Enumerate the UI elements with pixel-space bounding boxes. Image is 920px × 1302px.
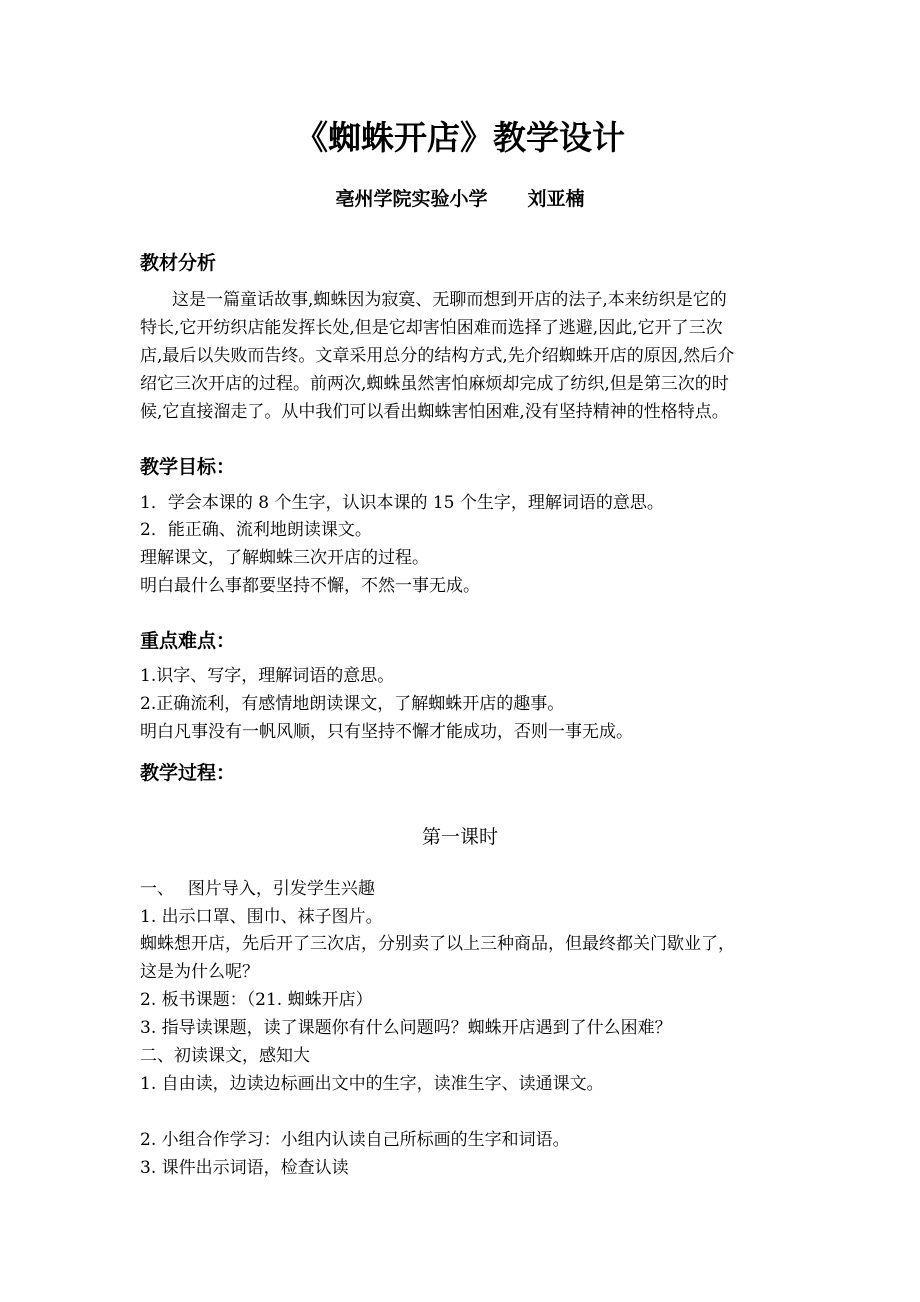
process-line: 一、 图片导入，引发学生兴趣 <box>140 879 375 899</box>
analysis-line: 店,最后以失败而告终。文章采用总分的结构方式,先介绍蜘蛛开店的原因,然后介 <box>140 346 735 366</box>
goals-heading: 教学目标： <box>140 456 236 478</box>
goals-line: 1．学会本课的 8 个生字，认识本课的 15 个生字，理解词语的意思。 <box>140 493 664 513</box>
process-heading: 教学过程： <box>140 762 236 784</box>
goals-line: 理解课文，了解蜘蛛三次开店的过程。 <box>140 548 429 568</box>
page-title: 《蜘蛛开店》教学设计 <box>295 118 625 157</box>
process-line: 2. 小组合作学习：小组内认读自己所标画的生字和词语。 <box>140 1130 570 1150</box>
key-points-line: 明白凡事没有一帆风顺，只有坚持不懈才能成功，否则一事无成。 <box>140 722 633 742</box>
process-line: 3. 课件出示词语，检查认读 <box>140 1158 349 1178</box>
analysis-line: 候,它直接溜走了。从中我们可以看出蜘蛛害怕困难,没有坚持精神的性格特点。 <box>140 402 729 422</box>
process-line: 1. 出示口罩、围巾、袜子图片。 <box>140 907 383 927</box>
author-line <box>0 187 920 211</box>
process-line: 1. 自由读，边读边标画出文中的生字，读准生字、读通课文。 <box>140 1074 604 1094</box>
process-line: 2. 板书课题：（21. 蜘蛛开店） <box>140 990 373 1010</box>
process-line: 这是为什么呢？ <box>140 962 259 982</box>
goals-line: 明白最什么事都要坚持不懈，不然一事无成。 <box>140 576 480 596</box>
key-points-heading: 重点难点： <box>140 630 236 652</box>
school-name: 亳州学院实验小学 <box>335 188 488 210</box>
key-points-line: 2.正确流利，有感情地朗读课文，了解蜘蛛开店的趣事。 <box>140 694 565 714</box>
author-name: 刘亚楠 <box>527 188 585 210</box>
lesson-title: 第一课时 <box>421 826 498 848</box>
process-line: 二、初读课文，感知大 <box>140 1046 310 1066</box>
analysis-line: 绍它三次开店的过程。前两次,蜘蛛虽然害怕麻烦却完成了纺织,但是第三次的时 <box>140 374 729 394</box>
analysis-line: 特长,它开纺织店能发挥长处,但是它却害怕困难而选择了逃避,因此,它开了三次 <box>140 318 723 338</box>
analysis-heading: 教材分析 <box>140 252 217 274</box>
process-line: 3. 指导读课题，读了课题你有什么问题吗？蜘蛛开店遇到了什么困难？ <box>140 1018 672 1038</box>
process-line: 蜘蛛想开店，先后开了三次店，分别卖了以上三种商品，但最终都关门歇业了， <box>140 934 735 954</box>
goals-line: 2．能正确、流利地朗读课文。 <box>140 520 372 540</box>
key-points-line: 1.识字、写字，理解词语的意思。 <box>140 666 395 686</box>
analysis-line: 这是一篇童话故事,蜘蛛因为寂寞、无聊而想到开店的法子,本来纺织是它的 <box>172 290 727 310</box>
